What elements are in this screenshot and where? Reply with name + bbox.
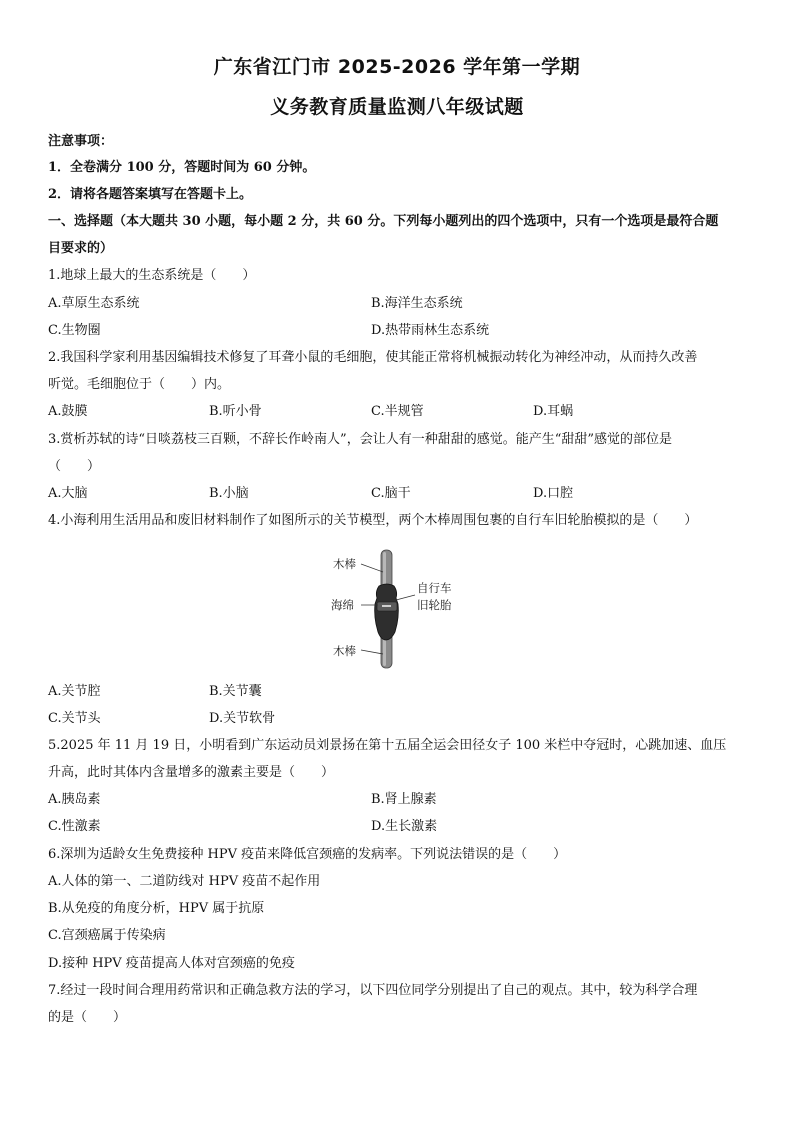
q7-stem-line1: 7.经过一段时间合理用药常识和正确急救方法的学习，以下四位同学分别提出了自己的观点。其中，较为科学合理 [48,983,698,998]
joint-model-figure [325,548,475,670]
q2-stem-line1: 2.我国科学家利用基因编辑技术修复了耳聋小鼠的毛细胞，使其能正常将机械振动转化为神经冲动，从而持久改善 [48,350,698,365]
label-tire-line2: 旧轮胎 [417,598,452,612]
q2-stem-line2: 听觉。毛细胞位于（ ）内。 [48,377,231,392]
q6-option-a: A.人体的第一、二道防线对 HPV 疫苗不起作用 [48,874,321,889]
label-top-stick: 木棒 [333,557,356,571]
q2-option-b: B.听小骨 [209,404,262,419]
q4-option-c: C.关节头 [48,711,101,726]
q1-stem: 1.地球上最大的生态系统是（ ） [48,268,256,283]
q4-option-a: A.关节腔 [48,684,101,699]
q5-stem-line2: 升高，此时其体内含量增多的激素主要是（ ） [48,765,335,780]
q6-option-d: D.接种 HPV 疫苗提高人体对宫颈癌的免疫 [48,956,295,971]
q1-option-c: C.生物圈 [48,323,101,338]
exam-title-line2: 义务教育质量监测八年级试题 [270,96,524,118]
q3-option-d: D.口腔 [533,486,574,501]
q6-option-b: B.从免疫的角度分析，HPV 属于抗原 [48,901,265,916]
notes-heading: 注意事项： [48,134,114,149]
q5-option-c: C.性激素 [48,819,101,834]
q3-stem-line2: （ ） [48,459,101,474]
q3-option-c: C.脑干 [371,486,411,501]
q5-option-a: A.胰岛素 [48,792,101,807]
q2-option-c: C.半规管 [371,404,424,419]
q2-option-a: A.鼓膜 [48,404,88,419]
section1-heading-line1: 一、选择题（本大题共 30 小题，每小题 2 分，共 60 分。下列每小题列出的四个选项中，只有一个选项是最符合题 [48,214,719,229]
q5-stem-line1: 5.2025 年 11 月 19 日，小明看到广东运动员刘景扬在第十五届全运会田径女子 100 米栏中夺冠时，心跳加速、血压 [48,738,727,753]
q1-option-b: B.海洋生态系统 [371,296,463,311]
q1-option-a: A.草原生态系统 [48,296,140,311]
q4-option-b: B.关节囊 [209,684,262,699]
q5-option-b: B.肾上腺素 [371,792,437,807]
notes-item-2: 2．请将各题答案填写在答题卡上。 [48,187,253,202]
q3-option-b: B.小脑 [209,486,249,501]
section1-heading-line2: 目要求的） [48,241,114,256]
q7-stem-line2: 的是（ ） [48,1010,127,1025]
q4-stem: 4.小海利用生活用品和废旧材料制作了如图所示的关节模型，两个木棒周围包裹的自行车旧轮胎模拟的是（ ） [48,513,698,528]
q1-option-d: D.热带雨林生态系统 [371,323,490,338]
q4-option-d: D.关节软骨 [209,711,276,726]
tire-wrap [375,584,399,640]
exam-title-line1: 广东省江门市 2025-2026 学年第一学期 [213,56,581,78]
q6-option-c: C.宫颈癌属于传染病 [48,928,166,943]
label-sponge: 海绵 [331,598,354,612]
q3-option-a: A.大脑 [48,486,88,501]
label-tire-line1: 自行车 [417,581,452,595]
label-bottom-stick: 木棒 [333,644,356,658]
notes-item-1: 1．全卷满分 100 分，答题时间为 60 分钟。 [48,160,316,175]
q5-option-d: D.生长激素 [371,819,438,834]
q2-option-d: D.耳蜗 [533,404,574,419]
q6-stem: 6.深圳为适龄女生免费接种 HPV 疫苗来降低宫颈癌的发病率。下列说法错误的是（ ） [48,847,567,862]
q3-stem-line1: 3.赏析苏轼的诗“日啖荔枝三百颗，不辞长作岭南人”，会让人有一种甜甜的感觉。能产生“甜甜”感觉的部位是 [48,432,672,447]
